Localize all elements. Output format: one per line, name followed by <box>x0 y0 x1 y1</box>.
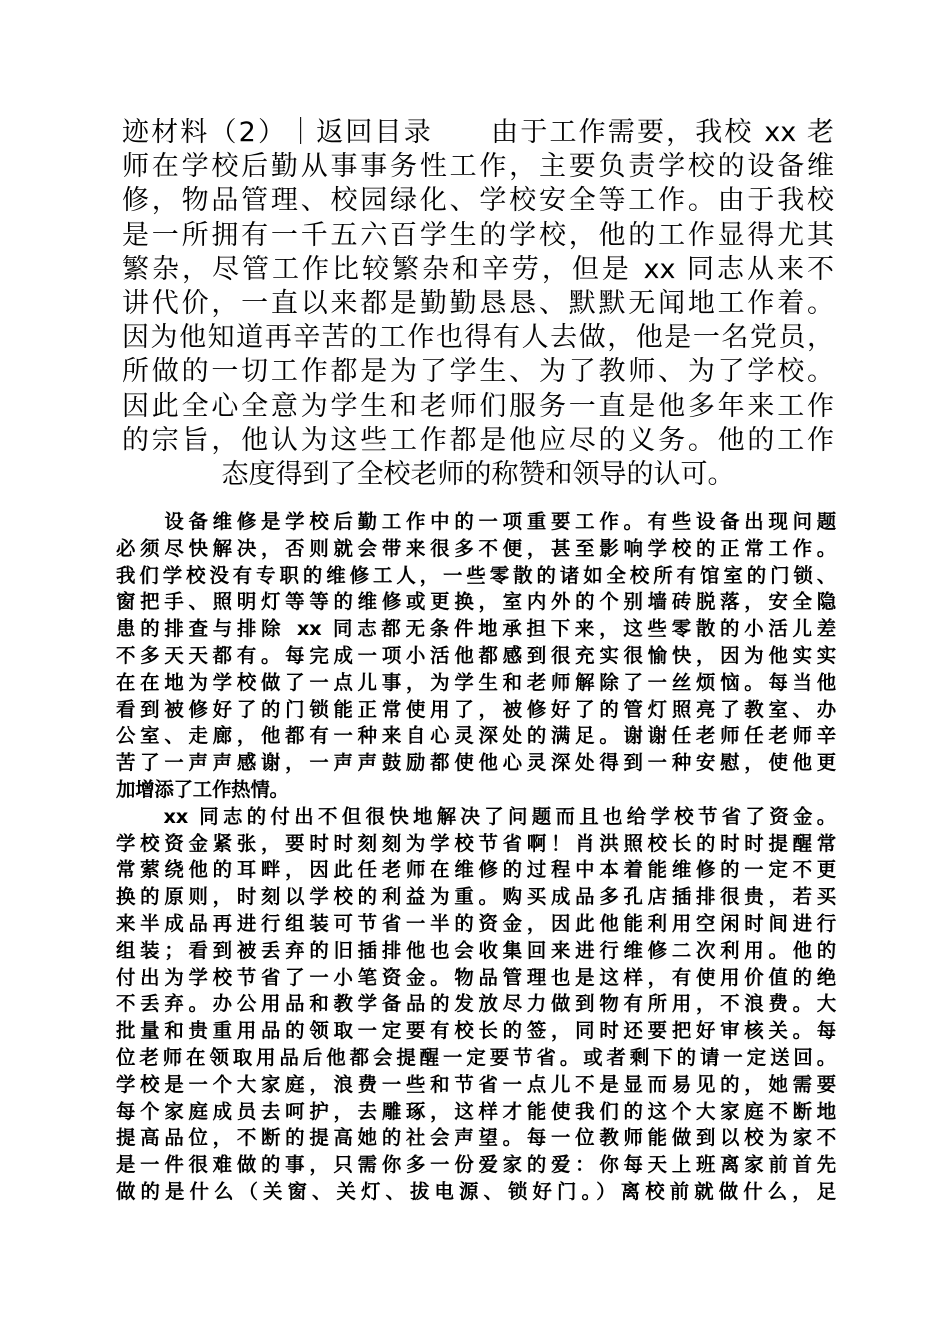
intro-line: 是一所拥有一千五六百学生的学校，他的工作显得尤其 <box>122 219 834 251</box>
body-line: 不丢弃。办公用品和教学备品的发放尽力做到物有所用，不浪费。大 <box>116 992 836 1016</box>
body-line: 付出为学校节省了一小笔资金。物品管理也是这样，有使用价值的绝 <box>116 965 836 989</box>
body-line: 位老师在领取用品后他都会提醒一定要节省。或者剩下的请一定送回。 <box>116 1045 836 1069</box>
body-line: 是一件很难做的事，只需你多一份爱家的爱：你每天上班离家前首先 <box>116 1153 836 1177</box>
body-line: 来半成品再进行组装可节省一半的资金，因此他能利用空闲时间进行 <box>116 911 836 935</box>
intro-line: 所做的一切工作都是为了学生、为了教师、为了学校。 <box>122 356 834 388</box>
body-text <box>116 509 836 1206</box>
body-line: 公室、走廊，他都有一种来自心灵深处的满足。谢谢任老师任老师辛 <box>116 724 836 748</box>
body-line: 常萦绕他的耳畔，因此任老师在维修的过程中本着能维修的一定不更 <box>116 858 836 882</box>
intro-line: 讲代价，一直以来都是勤勤恳恳、默默无闻地工作着。 <box>122 288 834 320</box>
body-line: 做的是什么（关窗、关灯、拔电源、锁好门。）离校前就做什么，足 <box>116 1179 836 1203</box>
intro-line: 因此全心全意为学生和老师们服务一直是他多年来工作 <box>122 390 834 422</box>
body-line: 在在地为学校做了一点儿事，为学生和老师解除了一丝烦恼。每当他 <box>116 670 836 694</box>
intro-line: 师在学校后勤从事事务性工作，主要负责学校的设备维 <box>122 151 834 183</box>
body-line: 看到被修好了的门锁能正常使用了，被修好了的管灯照亮了教室、办 <box>116 697 836 721</box>
body-line: 设备维修是学校后勤工作中的一项重要工作。有些设备出现问题 <box>116 510 836 533</box>
body-line: 苦了一声声感谢，一声声鼓励都使他心灵深处得到一种安慰，使他更 <box>116 751 836 775</box>
body-line: 我们学校没有专职的维修工人，一些零散的诸如全校所有馆室的门锁、 <box>116 563 836 587</box>
intro-line: 迹材料（2）｜返回目录 由于工作需要，我校 xx 老 <box>122 117 834 148</box>
intro-line: 的宗旨，他认为这些工作都是他应尽的义务。他的工作 <box>122 424 834 456</box>
body-line: 患的排查与排除 xx 同志都无条件地承担下来，这些零散的小活儿差 <box>116 617 836 641</box>
body-line: 提高品位，不断的提高她的社会声望。每一位教师能做到以校为家不 <box>116 1126 836 1150</box>
intro-line: 因为他知道再辛苦的工作也得有人去做，他是一名党员， <box>122 322 834 354</box>
intro-paragraph <box>122 116 834 492</box>
body-line: 组装；看到被丢弃的旧插排他也会收集回来进行维修二次利用。他的 <box>116 938 836 962</box>
body-line: 学校资金紧张，要时时刻刻为学校节省啊！肖洪照校长的时时提醒常 <box>116 831 836 855</box>
body-line: 不多天天都有。每完成一项小活他都感到很充实很愉快，因为他实实 <box>116 643 836 667</box>
body-line: xx 同志的付出不但很快地解决了问题而且也给学校节省了资金。 <box>116 804 836 828</box>
body-line: 加增添了工作热情。 <box>116 777 289 801</box>
body-line: 学校是一个大家庭，浪费一些和节省一点儿不是显而易见的，她需要 <box>116 1072 836 1096</box>
body-line: 换的原则，时刻以学校的利益为重。购买成品多孔店插排很贵，若买 <box>116 885 836 909</box>
body-line: 必须尽快解决，否则就会带来很多不便，甚至影响学校的正常工作。 <box>116 536 836 560</box>
intro-line: 修，物品管理、校园绿化、学校安全等工作。由于我校 <box>122 185 834 217</box>
body-line: 每个家庭成员去呵护，去雕琢，这样才能使我们的这个大家庭不断地 <box>116 1099 836 1123</box>
intro-line: 繁杂，尽管工作比较繁杂和辛劳，但是 xx 同志从来不 <box>122 253 834 285</box>
body-line: 窗把手、照明灯等等的维修或更换，室内外的个别墙砖脱落，安全隐 <box>116 590 836 614</box>
intro-line: 态度得到了全校老师的称赞和领导的认可。 <box>221 459 735 491</box>
body-line: 批量和贵重用品的领取一定要有校长的签，同时还要把好审核关。每 <box>116 1019 836 1043</box>
